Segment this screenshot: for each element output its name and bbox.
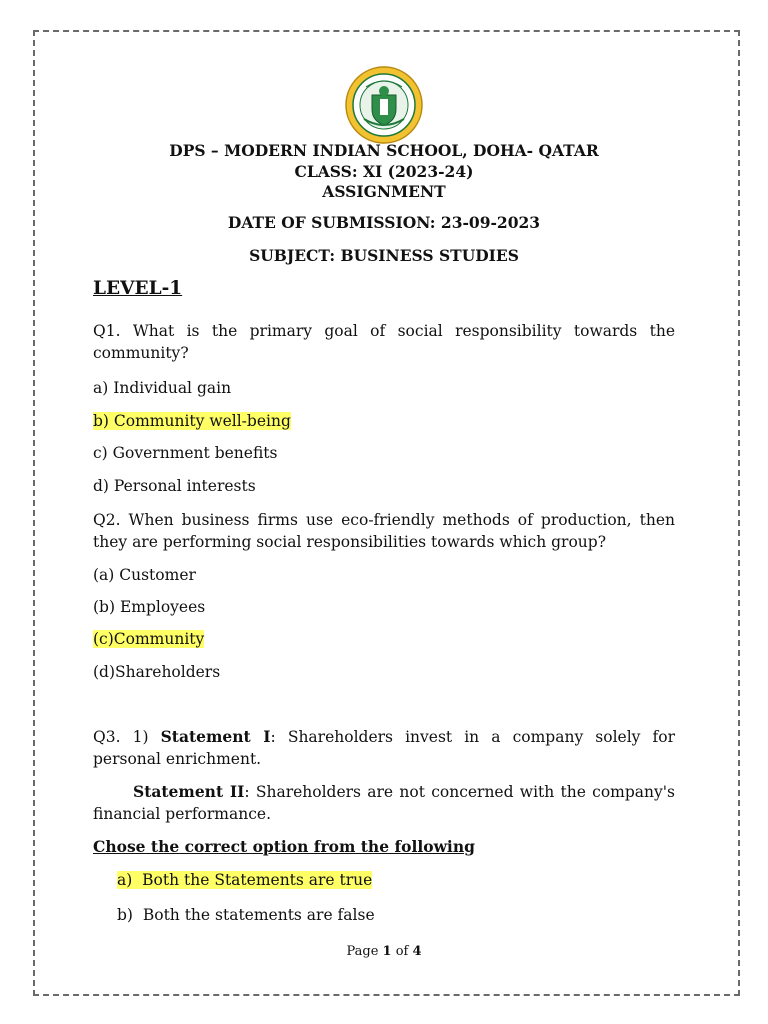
q3-instruction-text: Chose the correct option from the following [93,837,475,856]
q2-option-c [93,628,204,650]
q2-option-b: (b) Employees [93,598,206,616]
q1-option-a: a) Individual gain [93,379,232,397]
footer-page-word: Page [346,944,379,959]
school-name: DPS – MODERN INDIAN SCHOOL, DOHA- QATAR [169,141,599,160]
q3-statement-1 [93,726,675,770]
q3-prefix: Q3. 1) [93,728,161,746]
q3-option-a [117,869,372,891]
q1-option-b-text: b) Community well-being [93,412,291,430]
q3-instruction [93,836,475,858]
q3-option-a-marker: a) [117,871,133,889]
submission-date: DATE OF SUBMISSION: 23-09-2023 [227,213,541,232]
subject-line: SUBJECT: BUSINESS STUDIES [249,246,519,265]
q3-statement-2 [93,781,675,825]
footer-of-word: of [395,944,409,959]
q1-option-c: c) Government benefits [93,444,278,462]
q3-option-a-text [117,871,372,889]
page-footer [0,944,768,959]
document-type: ASSIGNMENT [322,182,446,201]
level-heading: LEVEL-1 [93,278,183,299]
class-line: CLASS: XI (2023-24) [294,162,474,181]
q3-option-b-marker: b) [117,906,133,924]
q3-s2-label: Statement II [133,782,245,801]
q3-s2-text: : Shareholders are not concerned with the company's financial performance. [93,783,675,823]
q1-option-b [93,410,291,432]
q3-option-b [117,904,375,926]
q2-option-d: (d)Shareholders [93,663,221,681]
q1-option-d: d) Personal interests [93,477,256,495]
q3-option-b-label: Both the statements are false [142,906,375,924]
q2-option-a: (a) Customer [93,566,196,584]
q2-option-c-text: (c)Community [93,630,205,648]
q1-question: Q1. What is the primary goal of social responsibility towards the community? [93,322,675,362]
footer-total-pages: 4 [412,944,422,959]
footer-current-page: 1 [382,944,392,959]
q3-option-a-label: Both the Statements are true [142,871,373,889]
q3-s1-text: : Shareholders invest in a company solely for personal enrichment. [93,728,675,768]
school-logo [344,65,424,145]
q3-s1-label: Statement I [160,727,271,746]
q2-question: Q2. When business firms use eco-friendly methods of production, then they are performing social responsibilities towards which group? [93,511,675,551]
